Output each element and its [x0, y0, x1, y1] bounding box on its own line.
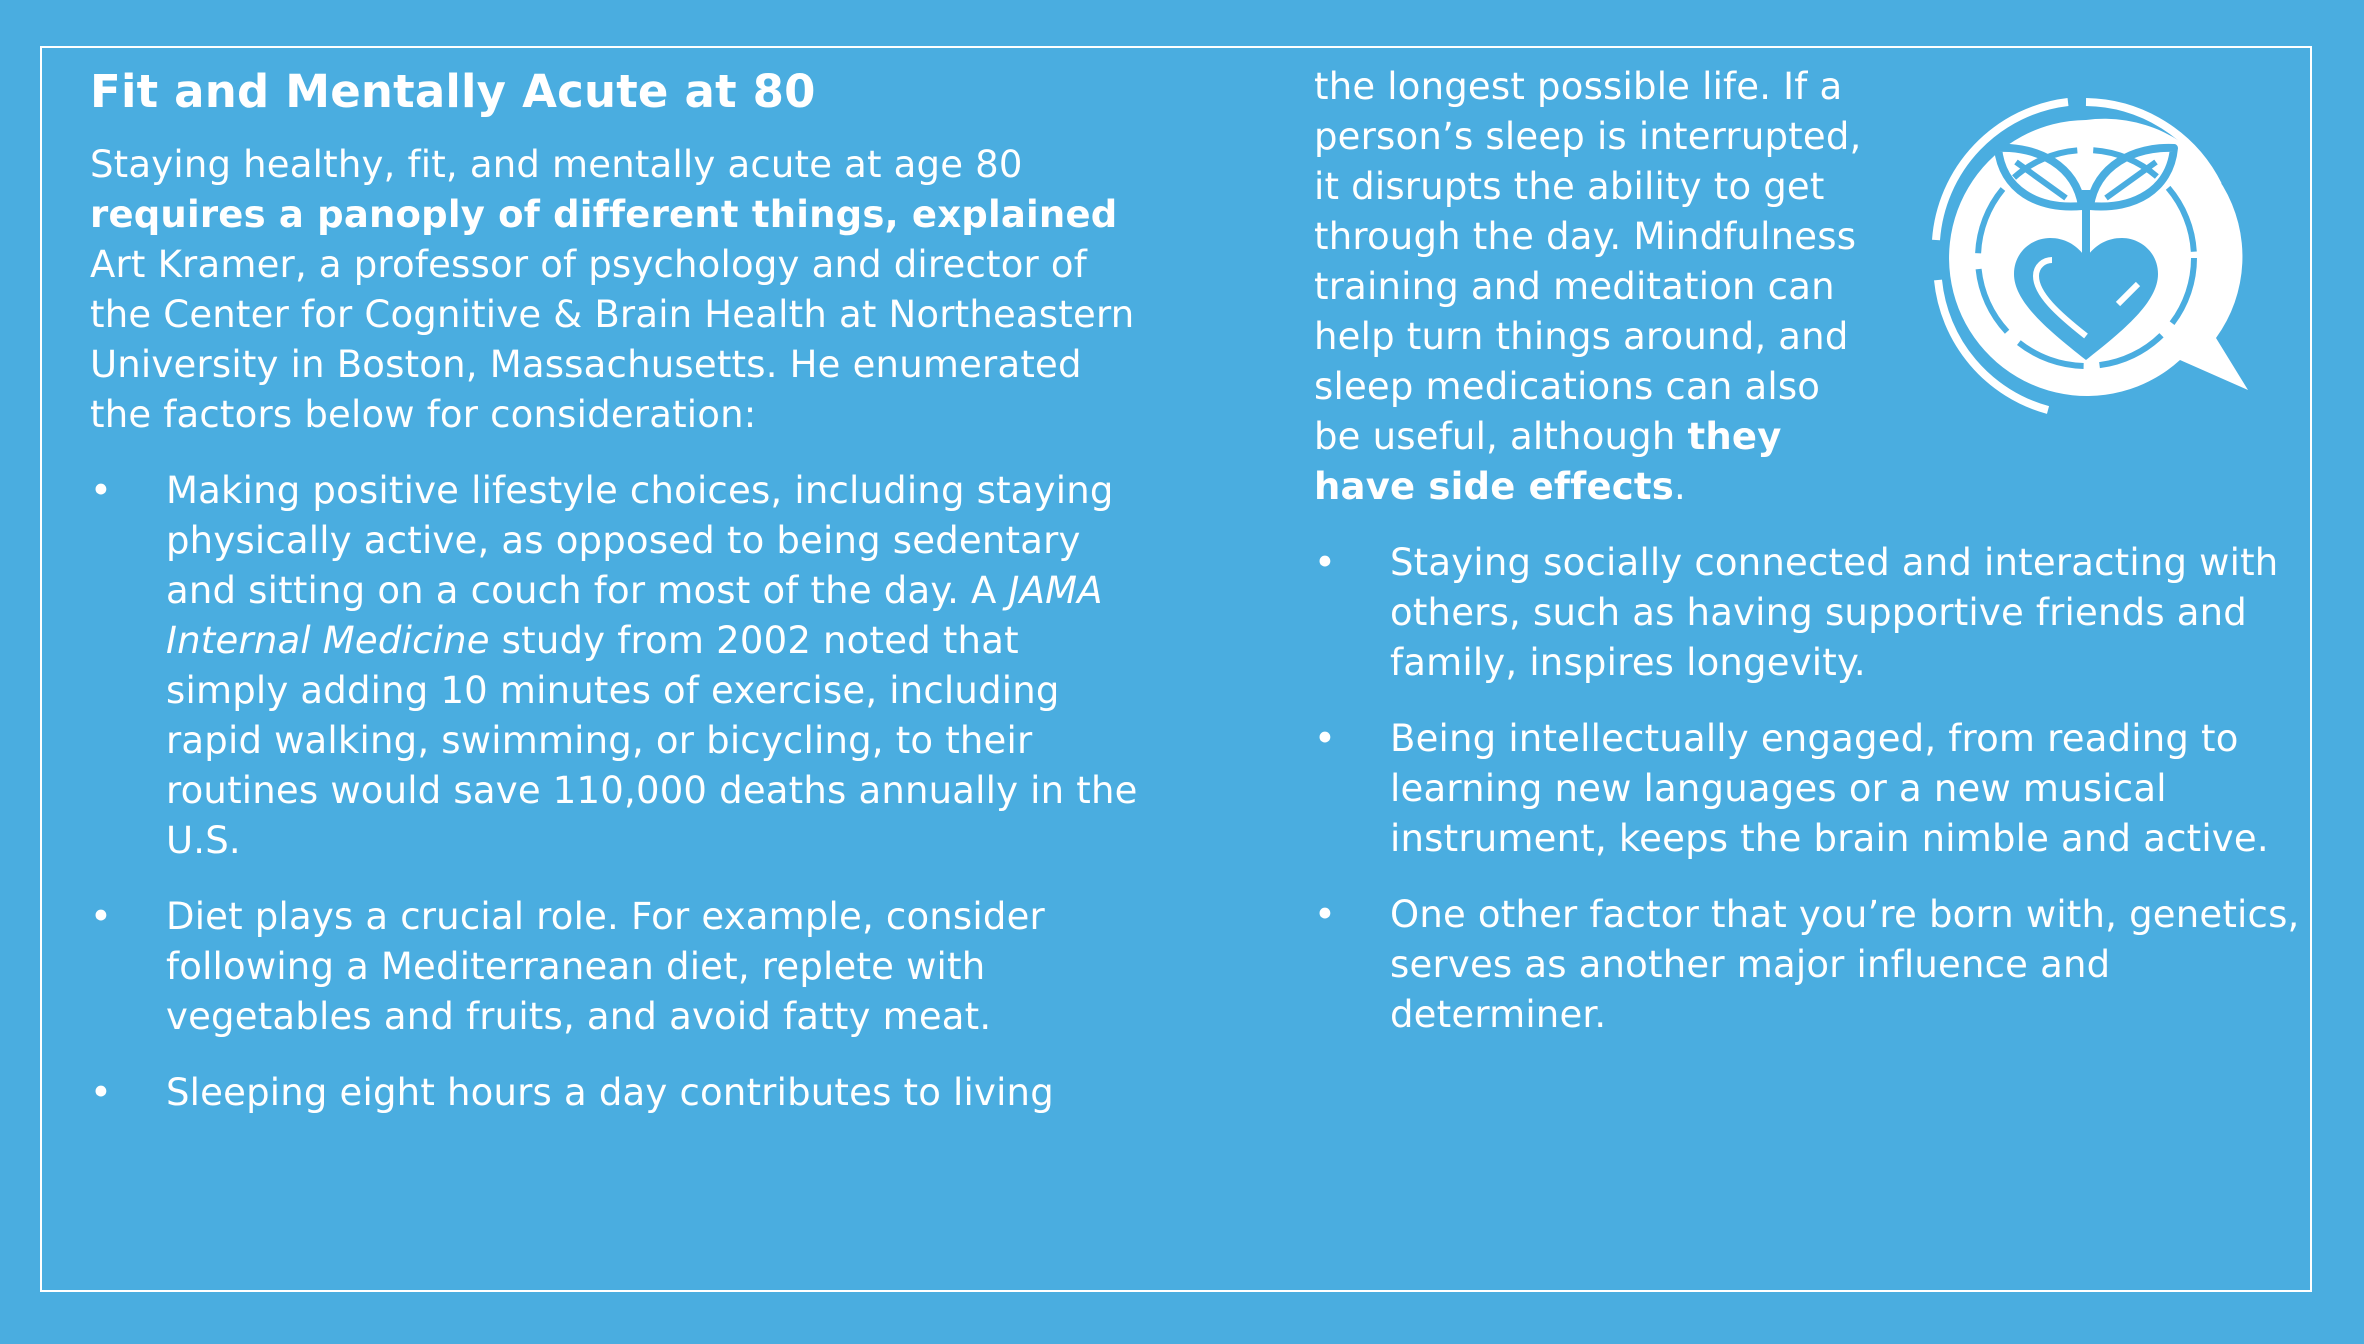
intro-paragraph — [90, 140, 1150, 440]
list-item — [1314, 714, 2314, 864]
list-item — [1314, 890, 2314, 1040]
bullet-dot: • — [1314, 541, 1337, 584]
list-item — [90, 892, 1150, 1042]
factor-list-left — [90, 466, 1150, 1118]
bullet-dot: • — [1314, 893, 1337, 936]
bullet-4-text: Staying socially connected and interacting with others, such as having supportive friends and family, inspires longevity. — [1390, 541, 2279, 684]
bullet-1-journal-name: JAMA Internal Medicine — [166, 569, 1103, 662]
bullet-dot: • — [90, 1071, 113, 1114]
list-item — [1314, 538, 2314, 688]
bullet-3-cont-after: . — [1674, 465, 1686, 508]
bullet-6-text: One other factor that you’re born with, genetics, serves as another major influence and determiner. — [1390, 893, 2300, 1036]
left-column — [90, 62, 1150, 1118]
bullet-dot: • — [1314, 717, 1337, 760]
intro-text-strong: requires a panoply of different things, explained — [90, 193, 1118, 236]
bullet-1-text-before: Making positive lifestyle choices, including staying physically active, as opposed to being sedentary and sitting on a couch for most of the day. A — [166, 469, 1114, 612]
intro-text-after: Art Kramer, a professor of psychology and director of the Center for Cognitive & Brain Health at Northeastern University in Boston, Massachusetts. He enumerated the factors below for consideration: — [90, 243, 1135, 436]
heart-sprout-speech-bubble-icon — [1918, 90, 2258, 430]
bullet-2-text: Diet plays a crucial role. For example, consider following a Mediterranean diet, replete with vegetables and fruits, and avoid fatty meat. — [166, 895, 1045, 1038]
list-item — [90, 1068, 1150, 1118]
bullet-dot: • — [90, 895, 113, 938]
bullet-dot: • — [90, 469, 113, 512]
page-title: Fit and Mentally Acute at 80 — [90, 65, 816, 118]
bullet-3-continuation — [1314, 62, 1874, 512]
bullet-3-text-start: Sleeping eight hours a day contributes to living — [166, 1071, 1054, 1114]
bullet-1-text-after: study from 2002 noted that simply adding 10 minutes of exercise, including rapid walking, swimming, or bicycling, to their routines would save 110,000 deaths annually in the U.S. — [166, 619, 1138, 862]
intro-text-before: Staying healthy, fit, and mentally acute at age 80 — [90, 143, 1023, 186]
bullet-3-cont-before: the longest possible life. If a person’s sleep is interrupted, it disrupts the ability to get through the day. Mindfulness training and meditation can help turn things around, and sleep medications can also be useful, although — [1314, 65, 1862, 458]
list-item — [90, 466, 1150, 866]
factor-list-right — [1314, 538, 2314, 1040]
bullet-3-cont-strong: they have side effects — [1314, 415, 1782, 508]
bullet-5-text: Being intellectually engaged, from reading to learning new languages or a new musical instrument, keeps the brain nimble and active. — [1390, 717, 2269, 860]
